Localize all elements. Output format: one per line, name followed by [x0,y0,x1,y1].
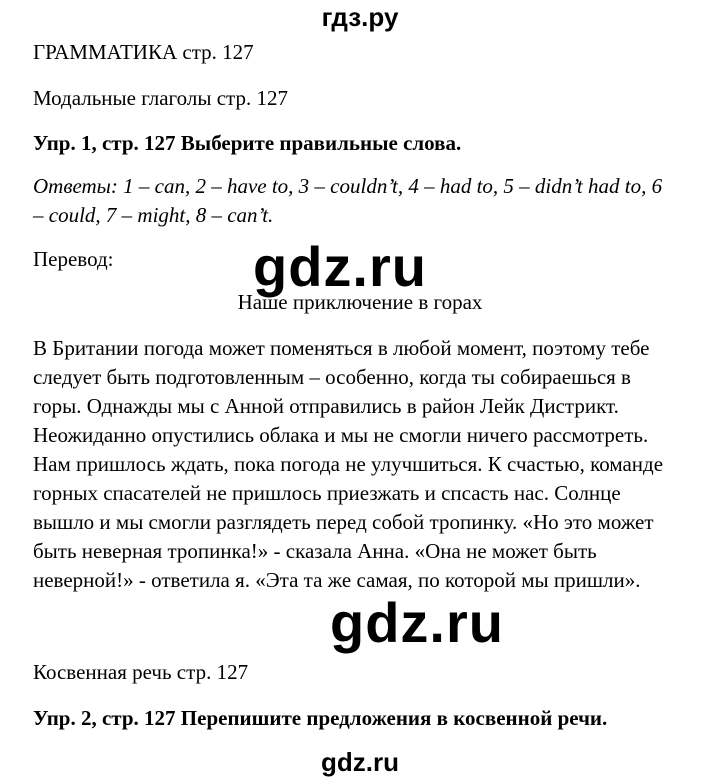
exercise-2-heading: Упр. 2, стр. 127 Перепишите предложения в косвенной речи. [33,706,608,730]
exercise-1-heading: Упр. 1, стр. 127 Выберите правильные слова. [33,131,462,155]
story-paragraph [33,334,693,595]
story-line: быть неверная тропинка!» - сказала Анна. «Она не может быть [33,539,597,563]
story-title: Наше приключение в горах [237,290,483,314]
story-line: Неожиданно опустились облака и мы не смогли ничего рассмотреть. [33,423,649,447]
answers-line-1: Ответы: 1 – can, 2 – have to, 3 – couldn’t, 4 – had to, 5 – didn’t had to, 6 [33,174,663,198]
story-line: неверной!» - ответила я. «Эта та же самая, по которой мы пришли». [33,568,641,592]
watermark-top: gdz.ru [253,235,427,298]
watermark-middle: gdz.ru [330,591,504,654]
answers-line-2: – could, 7 – might, 8 – can’t. [33,203,274,227]
story-line: В Британии погода может поменяться в любой момент, поэтому тебе [33,336,650,360]
story-line: Нам пришлось ждать, пока погода не улучшиться. К счастью, команде [33,452,664,476]
story-line: вышло и мы смогли разглядеть перед собой тропинку. «Но это может [33,510,654,534]
story-line: горы. Однажды мы с Анной отправились в район Лейк Дистрикт. [33,394,619,418]
footer-watermark[interactable]: gdz.ru [321,747,399,777]
translation-label: Перевод: [33,247,114,271]
story-line: следует быть подготовленным – особенно, когда ты собираешься в [33,365,631,389]
site-header[interactable]: гдз.ру [321,2,399,32]
section-title-grammar: ГРАММАТИКА стр. 127 [33,40,254,64]
subsection-title-modal-verbs: Модальные глаголы стр. 127 [33,86,288,110]
subsection-title-reported-speech: Косвенная речь стр. 127 [33,660,249,684]
story-line: горных спасателей не пришлось приезжать и спсасть нас. Солнце [33,481,621,505]
